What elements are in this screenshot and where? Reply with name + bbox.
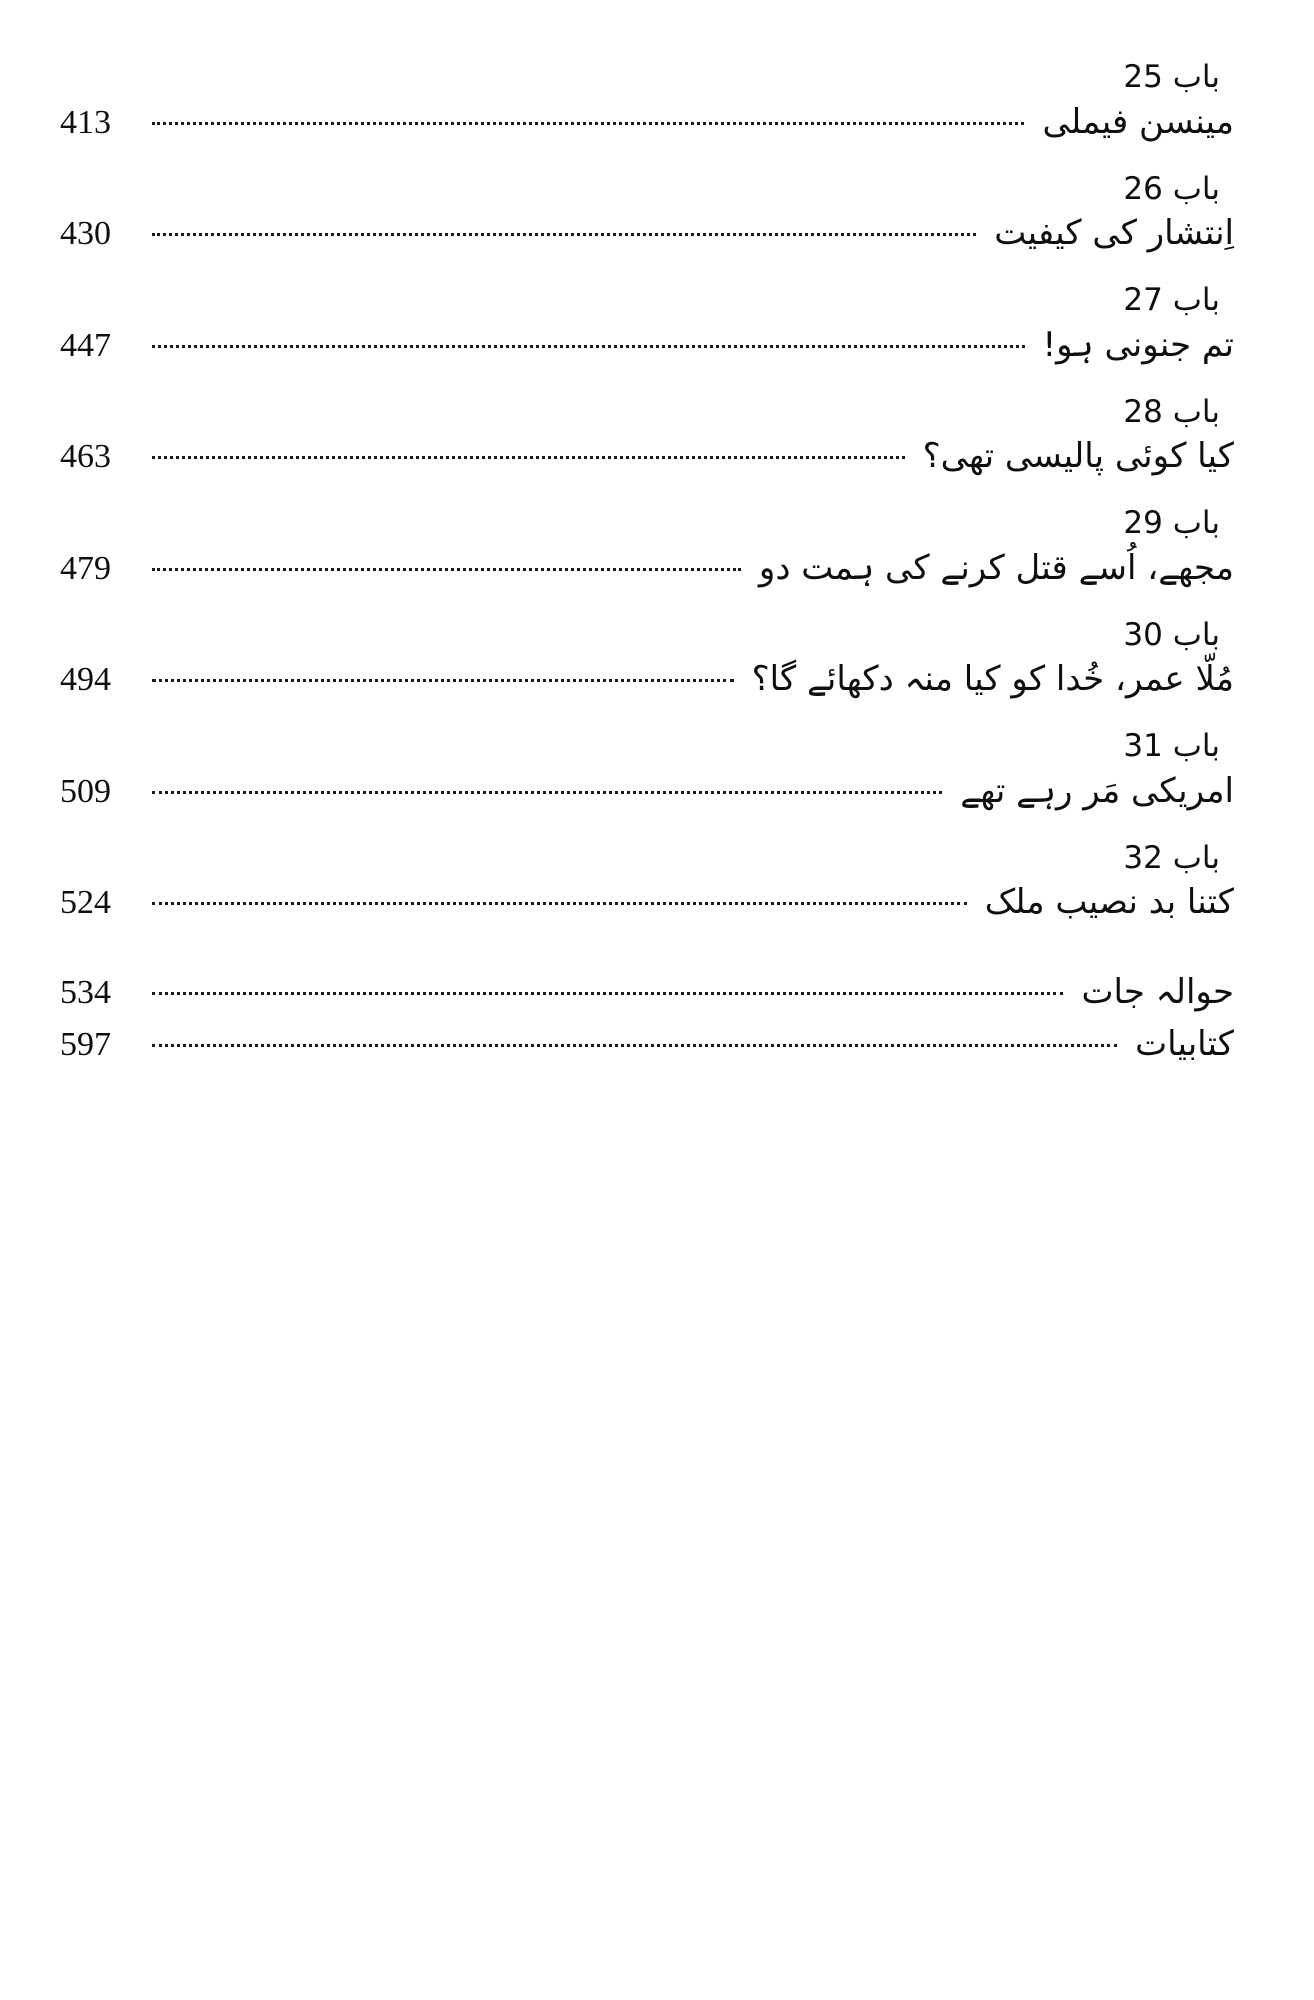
chapter-label: باب 32 [1123, 839, 1220, 876]
toc-page-number: 463 [60, 438, 111, 476]
chapter-label: باب 30 [1123, 616, 1220, 653]
toc-entry-row [60, 434, 1234, 480]
toc-entry-row [60, 970, 1234, 1016]
toc-entry-list [60, 60, 1234, 1074]
toc-entry-title: مُلّا عمر، خُدا کو کیا منہ دکھائے گا؟ [751, 659, 1234, 700]
toc-page-number: 413 [60, 103, 111, 141]
dot-leader [152, 791, 942, 794]
toc-page-number: 597 [60, 1026, 111, 1064]
toc-entry-title: اِنتشار کی کیفیت [994, 213, 1234, 254]
chapter-label: باب 29 [1123, 505, 1220, 542]
dot-leader [152, 902, 967, 905]
toc-entry-row [60, 211, 1234, 257]
toc-page-number: 524 [60, 884, 111, 922]
toc-entry[interactable] [60, 172, 1234, 258]
dot-leader [152, 122, 1024, 125]
dot-leader [152, 233, 976, 236]
toc-page-number: 509 [60, 772, 111, 810]
toc-entry[interactable] [60, 729, 1234, 815]
toc-entry-row [60, 880, 1234, 926]
section-spacer [60, 952, 1234, 970]
chapter-label: باب 31 [1123, 728, 1220, 765]
toc-entry-title: مینسن فیملی [1042, 101, 1234, 142]
toc-page-number: 447 [60, 326, 111, 364]
toc-entry-title: حوالہ جات [1081, 972, 1234, 1013]
toc-entry-row [60, 1022, 1234, 1068]
toc-page-number: 479 [60, 549, 111, 587]
toc-entry-title: تم جنونی ہو! [1042, 324, 1234, 365]
dot-leader [152, 992, 1063, 995]
toc-entry[interactable] [60, 841, 1234, 927]
toc-entry-references[interactable] [60, 970, 1234, 1016]
toc-entry[interactable] [60, 283, 1234, 369]
toc-page-number: 534 [60, 974, 111, 1012]
toc-entry[interactable] [60, 506, 1234, 592]
dot-leader [152, 345, 1025, 348]
chapter-label: باب 26 [1123, 170, 1220, 207]
dot-leader [152, 456, 905, 459]
toc-entry-row [60, 323, 1234, 369]
toc-page-number: 430 [60, 215, 111, 253]
toc-entry[interactable] [60, 395, 1234, 481]
chapter-label: باب 27 [1123, 282, 1220, 319]
dot-leader [152, 1044, 1117, 1047]
toc-entry-row [60, 657, 1234, 703]
toc-entry-title: امریکی مَر رہے تھے [960, 770, 1234, 811]
chapter-label: باب 25 [1123, 59, 1220, 95]
toc-entry-title: مجھے، اُسے قتل کرنے کی ہمت دو [758, 547, 1234, 588]
toc-entry-title: کتنا بد نصیب ملک [984, 882, 1234, 923]
toc-entry[interactable] [60, 60, 1234, 146]
toc-entry-row [60, 546, 1234, 592]
toc-entry[interactable] [60, 618, 1234, 704]
dot-leader [152, 568, 741, 571]
chapter-label: باب 28 [1123, 393, 1220, 430]
toc-page-number: 494 [60, 661, 111, 699]
dot-leader [152, 679, 734, 682]
toc-entry-row [60, 100, 1234, 146]
toc-entry-row [60, 769, 1234, 815]
toc-entry-bibliography[interactable] [60, 1022, 1234, 1068]
toc-entry-title: کتابیات [1135, 1024, 1234, 1065]
toc-entry-title: کیا کوئی پالیسی تھی؟ [922, 436, 1234, 477]
